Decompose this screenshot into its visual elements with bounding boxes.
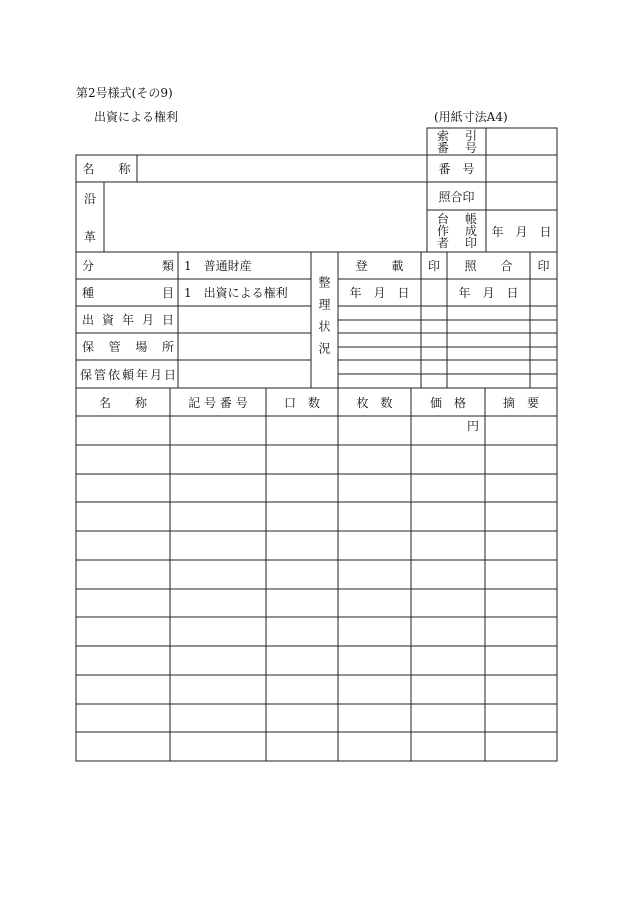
items-header-units: 口 数: [283, 395, 320, 410]
investment-date-label: 出 資 年 月 日: [82, 313, 174, 327]
ledger-date: 年 月 日: [491, 224, 552, 239]
storage-request-date-label: 保管依頼年月日: [80, 367, 176, 382]
paper-size-note: (用紙寸法A4): [434, 110, 508, 124]
items-header-name: 名 称: [98, 395, 147, 410]
ledger-creator-seal-label: 台 帳 作 成 者 印: [436, 212, 477, 250]
classification-label: 分 類: [82, 259, 174, 273]
seal-header-1: 印: [427, 259, 440, 273]
form-number: 第2号様式(その9): [76, 86, 173, 100]
items-header-price: 価 格: [429, 395, 466, 410]
verify-seal-label: 照合印: [438, 189, 475, 204]
verify-date: 年 月 日: [458, 286, 519, 300]
document-title: 出資による権利: [94, 110, 179, 124]
name-field[interactable]: [137, 155, 427, 182]
history-label-bottom: 革: [83, 229, 96, 244]
history-field[interactable]: [104, 182, 427, 252]
item-type-label: 種 目: [82, 286, 174, 300]
status-vertical-label: 整理状況: [317, 276, 331, 364]
item-type-value: 1 出資による権利: [184, 286, 288, 300]
classification-value: 1 普通財産: [184, 259, 252, 273]
price-unit-yen: 円: [466, 418, 479, 433]
storage-location-field[interactable]: [178, 333, 311, 360]
storage-request-date-field[interactable]: [178, 360, 311, 388]
items-header-remarks: 摘 要: [502, 395, 539, 410]
verify-header: 照 合: [464, 259, 513, 273]
index-number-field[interactable]: [486, 128, 557, 155]
name-label: 名 称: [82, 162, 131, 176]
number-field[interactable]: [486, 155, 557, 182]
index-number-label: 索 引 番 号: [436, 128, 477, 155]
number-label: 番 号: [438, 162, 475, 176]
register-header: 登 載: [355, 259, 404, 273]
items-header-symbol-number: 記 号 番 号: [188, 395, 248, 410]
items-header-sheets: 枚 数: [356, 395, 393, 410]
register-date: 年 月 日: [349, 286, 410, 300]
seal-header-2: 印: [537, 259, 550, 273]
verify-seal-field[interactable]: [486, 182, 557, 210]
investment-date-field[interactable]: [178, 306, 311, 333]
history-label-top: 沿: [83, 191, 96, 206]
storage-location-label: 保 管 場 所: [82, 340, 174, 354]
